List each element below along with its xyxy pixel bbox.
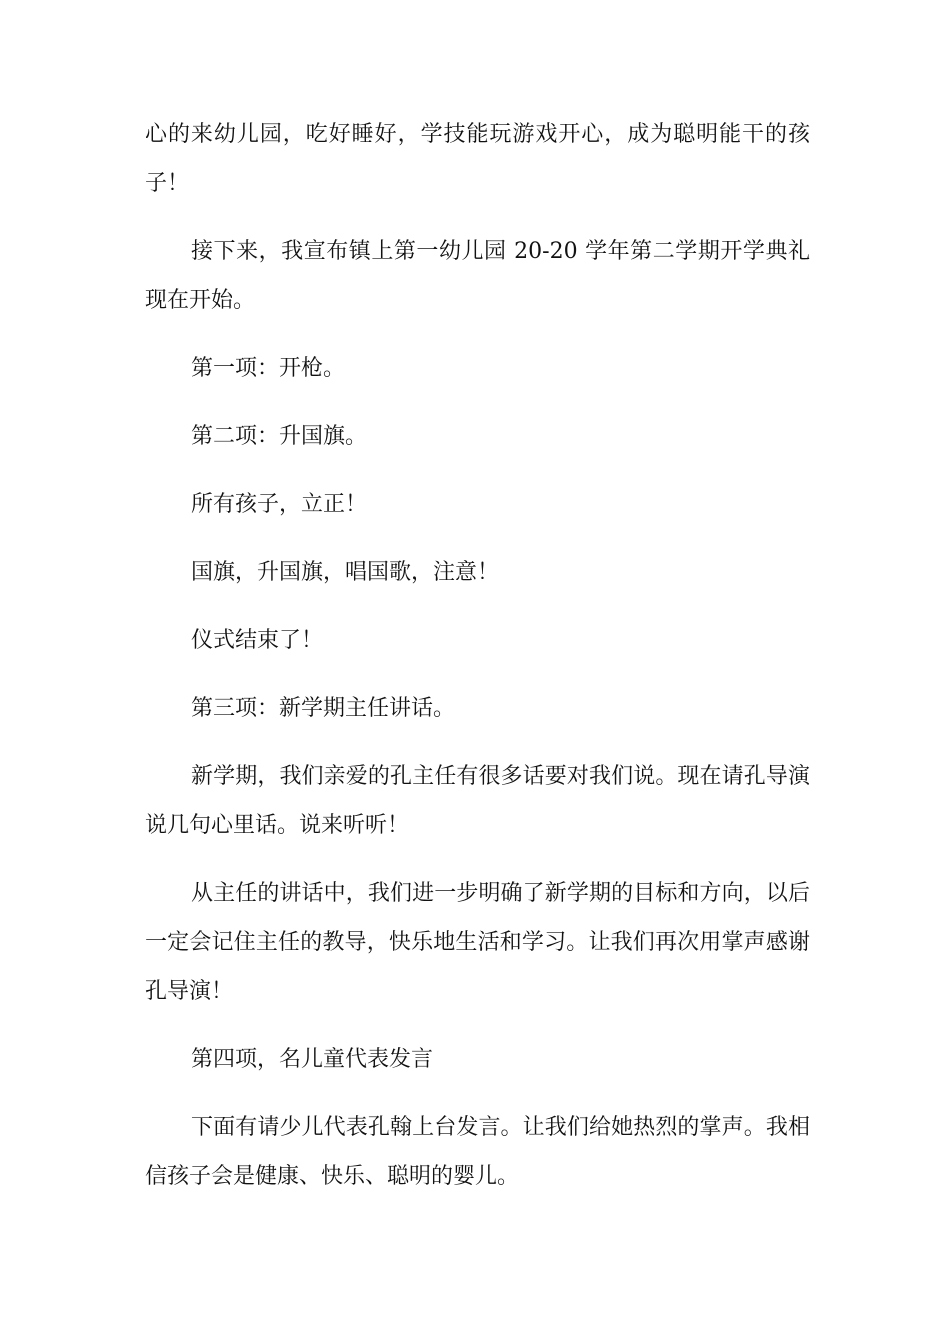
- paragraph: 第四项，名儿童代表发言: [191, 1047, 434, 1072]
- paragraph: 国旗，升国旗，唱国歌，注意！: [191, 560, 500, 585]
- paragraph: 从主任的讲话中，我们进一步明确了新学期的目标和方向，以后一定会记住主任的教导，快乐地生活和学习。让我们再次用掌声感谢孔导演！: [145, 881, 810, 1004]
- document-body: [145, 110, 810, 1220]
- paragraph: 仪式结束了！: [191, 628, 324, 653]
- paragraph: 第三项：新学期主任讲话。: [191, 696, 456, 721]
- paragraph: 第二项：升国旗。: [191, 424, 368, 449]
- paragraph: 第一项：开枪。: [191, 356, 346, 381]
- paragraph: 接下来，我宣布镇上第一幼儿园 20-20 学年第二学期开学典礼现在开始。: [145, 239, 810, 313]
- paragraph: 新学期，我们亲爱的孔主任有很多话要对我们说。现在请孔导演说几句心里话。说来听听！: [145, 764, 810, 838]
- paragraph: 心的来幼儿园，吃好睡好，学技能玩游戏开心，成为聪明能干的孩子！: [145, 122, 810, 196]
- paragraph: 下面有请少儿代表孔翰上台发言。让我们给她热烈的掌声。我相信孩子会是健康、快乐、聪明的婴儿。: [145, 1115, 810, 1189]
- paragraph: 所有孩子，立正！: [191, 492, 368, 517]
